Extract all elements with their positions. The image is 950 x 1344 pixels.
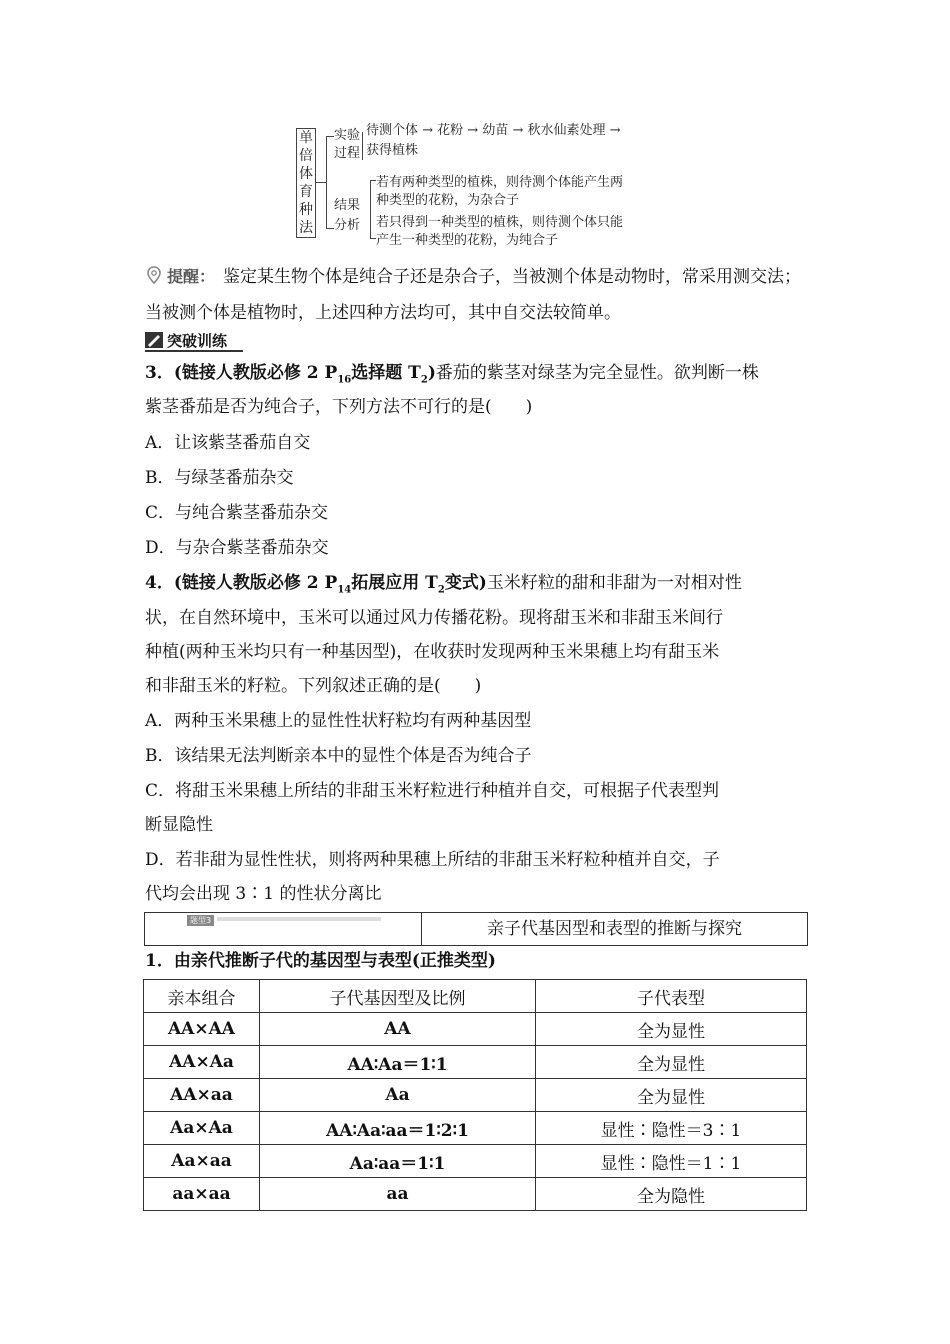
type-bar (217, 917, 381, 921)
haploid-breeding-diagram (292, 120, 672, 252)
result-label: 分析 (334, 218, 361, 233)
table-cell: AA (260, 1013, 536, 1046)
section-title (145, 329, 227, 351)
q4-source-sub: 2 (437, 584, 445, 596)
q3-source-b: 选择题 T (351, 363, 421, 383)
type-header-left (145, 913, 422, 945)
q4-option-a: A．两种玉米果穗上的显性性状籽粒均有两种基因型 (145, 711, 532, 731)
result-homozygous-1: 若只得到一种类型的植株，则待测个体只能 (376, 215, 624, 230)
result-heterozygous-1: 若有两种类型的植株，则待测个体能产生两 (376, 175, 624, 190)
bracket-line (326, 136, 327, 228)
bracket-line (370, 180, 371, 238)
process-label: 实验 (334, 128, 361, 143)
table-row (144, 1079, 807, 1112)
section-underline (145, 350, 243, 352)
q4-stem-line-3: 种植(两种玉米均只有一种基因型)，在收获时发现两种玉米果穗上均有甜玉米 (145, 642, 720, 662)
table-cell: 全为显性 (536, 1079, 807, 1112)
bracket-line (326, 136, 334, 137)
table-cell: Aa×aa (144, 1145, 260, 1178)
table-row (144, 1145, 807, 1178)
section-title-text: 突破训练 (167, 331, 228, 350)
result-label: 结果 (334, 198, 361, 213)
table-header-row (144, 980, 807, 1013)
process-step-1: 待测个体 → 花粉 → 幼苗 → 秋水仙素处理 → (366, 123, 621, 138)
process-label: 过程 (334, 146, 361, 161)
q4-stem-line-1 (145, 568, 742, 595)
table-header: 子代表型 (536, 980, 807, 1013)
q4-option-d-line-2: 代均会出现 3∶1 的性状分离比 (145, 884, 382, 904)
tip-paragraph (145, 259, 807, 331)
table-cell: aa×aa (144, 1178, 260, 1211)
q4-source-b: 拓展应用 T (351, 573, 438, 593)
table-row (144, 1178, 807, 1211)
box-char: 法 (299, 220, 313, 236)
table-cell: AA×AA (144, 1013, 260, 1046)
q3-option-d: D．与杂合紫茎番茄杂交 (145, 538, 329, 558)
box-char: 单 (299, 130, 313, 146)
q4-source-sub: 14 (337, 584, 352, 596)
q4-source (173, 573, 487, 596)
q4-option-d-line-1: D．若非甜为显性性状，则将两种果穗上所结的非甜玉米籽粒种植并自交，子 (145, 850, 720, 870)
q3-source (173, 363, 436, 386)
q3-source-a: (链接人教版必修 2 P (173, 363, 338, 383)
table-cell: aa (260, 1178, 536, 1211)
q4-option-b: B．该结果无法判断亲本中的显性个体是否为纯合子 (145, 746, 532, 766)
table-cell: 全为显性 (536, 1013, 807, 1046)
result-heterozygous-2: 种类型的花粉，为杂合子 (376, 193, 520, 208)
q3-number: 3． (145, 363, 174, 383)
table-cell: AA∶Aa＝1∶1 (260, 1046, 536, 1079)
q3-stem-line-2: 紫茎番茄是否为纯合子，下列方法不可行的是( ) (145, 397, 533, 417)
diagram-title-box (296, 128, 316, 238)
q3-source-sub: 2 (420, 374, 428, 386)
table-row (144, 1013, 807, 1046)
table-row (144, 1046, 807, 1079)
q3-option-a: A．让该紫茎番茄自交 (145, 433, 311, 453)
table-cell: AA×Aa (144, 1046, 260, 1079)
q4-option-c-line-2: 断显隐性 (145, 815, 213, 835)
table-cell: AA×aa (144, 1079, 260, 1112)
table-cell: 全为显性 (536, 1046, 807, 1079)
type-header (144, 912, 808, 946)
q4-stem-line-2: 状，在自然环境中，玉米可以通过风力传播花粉。现将甜玉米和非甜玉米间行 (145, 608, 723, 628)
table-header: 子代基因型及比例 (260, 980, 536, 1013)
q3-option-b: B．与绿茎番茄杂交 (145, 468, 294, 488)
q3-stem-line-1 (145, 358, 759, 385)
genotype-table (143, 979, 807, 1211)
box-char: 倍 (299, 148, 313, 164)
table-header: 亲本组合 (144, 980, 260, 1013)
type-header-title: 亲子代基因型和表型的推断与探究 (487, 919, 742, 939)
q4-number: 4． (145, 573, 174, 593)
bracket-line (362, 132, 363, 160)
table-title: 1．由亲代推断子代的基因型与表型(正推类型) (145, 951, 496, 971)
location-pin-icon (145, 266, 163, 284)
q4-source-a: (链接人教版必修 2 P (173, 573, 338, 593)
table-row (144, 1112, 807, 1145)
table-cell: 显性∶隐性＝1∶1 (536, 1145, 807, 1178)
table-cell: 全为隐性 (536, 1178, 807, 1211)
q4-option-c-line-1: C．将甜玉米果穗上所结的非甜玉米籽粒进行种植并自交，可根据子代表型判 (145, 781, 720, 801)
q4-source-c: 变式) (444, 573, 487, 593)
box-char: 体 (299, 166, 313, 182)
type-badge: 题型3 (187, 915, 214, 926)
bracket-line (326, 228, 334, 229)
bracket-line (316, 182, 326, 183)
tip-text: 鉴定某生物个体是纯合子还是杂合子，当被测个体是动物时，常采用测交法；当被测个体是植物时，上述四种方法均可，其中自交法较简单。 (145, 267, 802, 323)
process-step-2: 获得植株 (366, 143, 419, 158)
q4-stem: 玉米籽粒的甜和非甜为一对相对性 (486, 573, 742, 593)
table-cell: Aa∶aa＝1∶1 (260, 1145, 536, 1178)
q3-stem: 番茄的紫茎对绿茎为完全显性。欲判断一株 (435, 363, 759, 383)
box-char: 育 (299, 184, 313, 200)
q3-source-sub: 16 (337, 374, 352, 386)
box-char: 种 (299, 202, 313, 218)
table-cell: Aa×Aa (144, 1112, 260, 1145)
result-homozygous-2: 产生一种类型的花粉，为纯合子 (376, 233, 559, 248)
table-cell: AA∶Aa∶aa＝1∶2∶1 (260, 1112, 536, 1145)
q3-option-c: C．与纯合紫茎番茄杂交 (145, 503, 329, 523)
q3-source-c: ) (427, 363, 436, 383)
table-cell: Aa (260, 1079, 536, 1112)
pencil-icon (145, 332, 163, 348)
q4-stem-line-4: 和非甜玉米的籽粒。下列叙述正确的是( ) (145, 676, 482, 696)
table-cell: 显性∶隐性＝3∶1 (536, 1112, 807, 1145)
tip-label: 提醒： (167, 267, 216, 286)
